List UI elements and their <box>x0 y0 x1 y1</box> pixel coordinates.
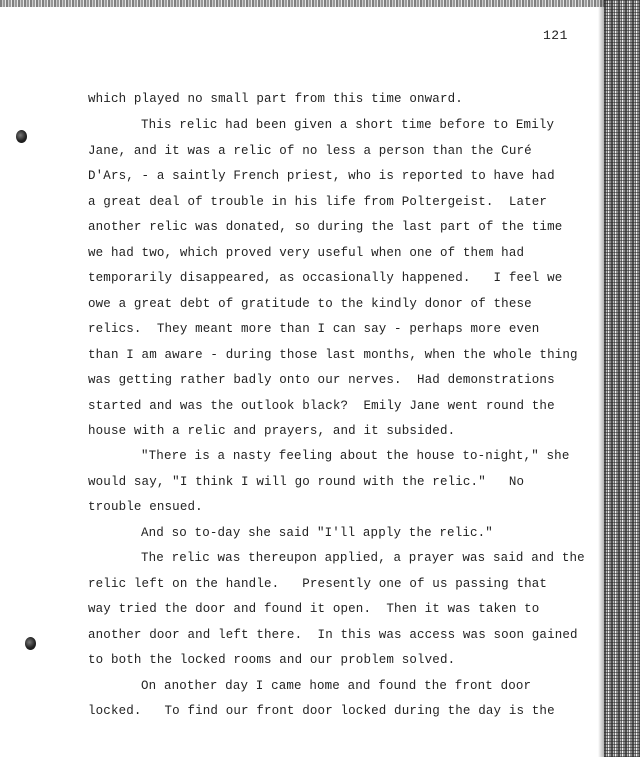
text-line: Jane, and it was a relic of no less a person than the Curé <box>88 144 532 158</box>
text-line: to both the locked rooms and our problem solved. <box>88 653 456 667</box>
text-line: This relic had been given a short time before to Emily <box>141 118 555 132</box>
punch-hole-mark <box>16 130 27 143</box>
text-line: a great deal of trouble in his life from Poltergeist. Later <box>88 195 548 209</box>
page-number: 121 <box>543 28 568 43</box>
text-line: locked. To find our front door locked during the day is the <box>88 704 555 718</box>
text-line: On another day I came home and found the front door <box>141 679 532 693</box>
text-line: "There is a nasty feeling about the house to-night," she <box>141 449 570 463</box>
text-line: way tried the door and found it open. Then it was taken to <box>88 602 540 616</box>
text-line: would say, "I think I will go round with the relic." No <box>88 475 525 489</box>
text-line: trouble ensued. <box>88 500 203 514</box>
text-line: relics. They meant more than I can say - perhaps more even <box>88 322 540 336</box>
punch-hole-mark <box>25 637 36 650</box>
text-line: than I am aware - during those last months, when the whole thing <box>88 348 578 362</box>
text-line: temporarily disappeared, as occasionally happened. I feel we <box>88 271 563 285</box>
text-line: started and was the outlook black? Emily Jane went round the <box>88 399 555 413</box>
text-line: D'Ars, - a saintly French priest, who is reported to have had <box>88 169 555 183</box>
text-line: The relic was thereupon applied, a prayer was said and the <box>141 551 585 565</box>
scan-top-edge <box>0 0 610 7</box>
text-line: And so to-day she said "I'll apply the relic." <box>141 526 493 540</box>
text-line: house with a relic and prayers, and it subsided. <box>88 424 456 438</box>
text-line: was getting rather badly onto our nerves. Had demonstrations <box>88 373 555 387</box>
text-line: owe a great debt of gratitude to the kindly donor of these <box>88 297 532 311</box>
scan-right-edge <box>604 0 640 757</box>
text-line: another door and left there. In this was access was soon gained <box>88 628 578 642</box>
text-line: relic left on the handle. Presently one of us passing that <box>88 577 548 591</box>
text-line: we had two, which proved very useful when one of them had <box>88 246 525 260</box>
text-line: another relic was donated, so during the last part of the time <box>88 220 563 234</box>
text-line: which played no small part from this time onward. <box>88 92 463 106</box>
